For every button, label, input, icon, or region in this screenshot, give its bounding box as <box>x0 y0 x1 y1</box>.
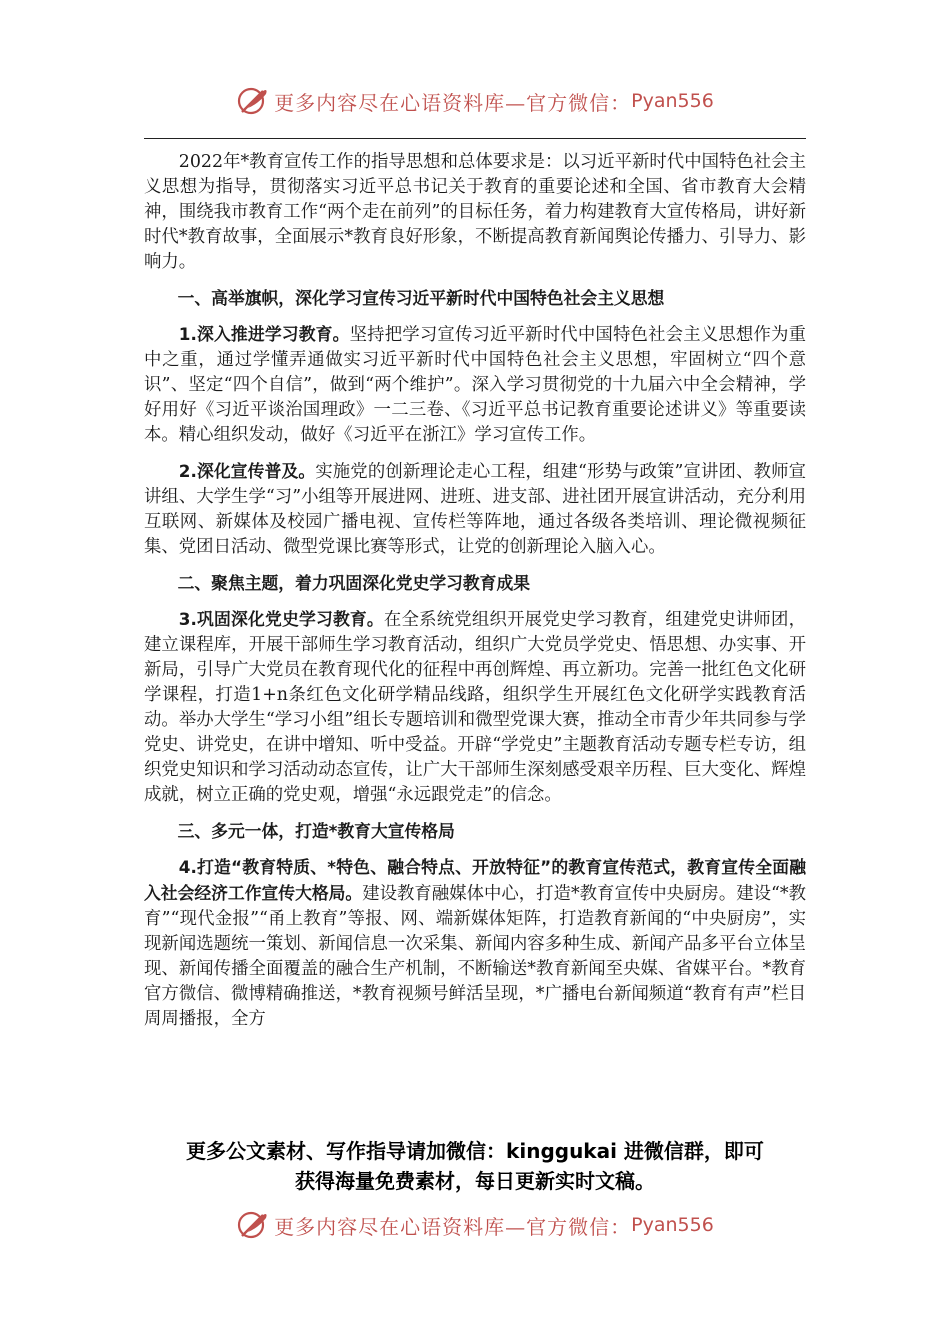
item-paragraph-4 <box>144 855 806 1032</box>
quill-logo-icon <box>236 84 270 118</box>
quill-logo-icon <box>236 1208 270 1242</box>
item-body-4: 建设教育融媒体中心，打造*教育宣传中央厨房。建设“*教育”“现代金报”“甬上教育”等报、网、端新媒体矩阵，打造教育新闻的“中央厨房”，实现新闻选题统一策划、新闻信息一次采集、新闻内容多种生成、新闻产品多平台立体呈现、新闻传播全面覆盖的融合生产机制，不断输送*教育新闻至央媒、省媒平台。*教育官方微信、微博精确推送，*教育视频号鲜活呈现，*广播电台新闻频道“教育有声”栏目周周播报，全方 <box>144 884 806 1029</box>
item-lead-1: 1.深入推进学习教育。 <box>178 324 350 344</box>
section-heading-1: 一、高举旗帜，深化学习宣传习近平新时代中国特色社会主义思想 <box>177 288 665 308</box>
footer-wechat-id: Pyan556 <box>631 1214 714 1236</box>
item-paragraph-1 <box>144 322 806 448</box>
item-lead-4: 4.打造“教育特质、*特色、融合特点、开放特征”的教育宣传范式，教育宣传全面融入社会经济工作宣传大格局。 <box>144 857 806 903</box>
item-paragraph-2 <box>144 459 806 560</box>
banner-wechat-id: Pyan556 <box>631 90 714 112</box>
section-heading-2: 二、聚焦主题，着力巩固深化党史学习教育成果 <box>177 573 531 593</box>
header-banner <box>0 84 950 118</box>
banner-brand-text: 更多内容尽在心语资料库—官方微信： <box>274 90 632 115</box>
promo-line-1: 更多公文素材、写作指导请加微信：kinggukai 进微信群，即可 <box>186 1139 764 1163</box>
item-body-3: 在全系统党组织开展党史学习教育，组建党史讲师团，建立课程库，开展干部师生学习教育活动，组织广大党员学党史、悟思想、办实事、开新局，引导广大党员在教育现代化的征程中再创辉煌、再立新功。完善一批红色文化研学课程，打造1+n条红色文化研学精品线路，组织学生开展红色文化研学实践教育活动。举办大学生“学习小组”组长专题培训和微型党课大赛，推动全市青少年共同参与学党史、讲党史，在讲中增知、听中受益。开辟“学党史”主题教育活动专题专栏专访，组织党史知识和学习活动动态宣传，让广大干部师生深刻感受艰辛历程、巨大变化、辉煌成就，树立正确的党史观，增强“永远跟党走”的信念。 <box>144 610 806 805</box>
document-body <box>144 150 806 1032</box>
header-divider <box>144 138 806 139</box>
item-body-1: 坚持把学习宣传习近平新时代中国特色社会主义思想作为重中之重，通过学懂弄通做实习近平新时代中国特色社会主义思想，牢固树立“四个意识”、坚定“四个自信”，做到“两个维护”。深入学习贯彻党的十九届六中全会精神，学好用好《习近平谈治国理政》一二三卷、《习近平总书记教育重要论述讲义》等重要读本。精心组织发动，做好《习近平在浙江》学习宣传工作。 <box>144 325 806 445</box>
item-lead-2: 2.深化宣传普及。 <box>178 461 316 481</box>
item-lead-3: 3.巩固深化党史学习教育。 <box>178 609 384 629</box>
footer-brand-text: 更多内容尽在心语资料库—官方微信： <box>274 1214 632 1239</box>
item-paragraph-3 <box>144 607 806 808</box>
item-body-2: 实施党的创新理论走心工程，组建“形势与政策”宣讲团、教师宣讲组、大学生学“习”小组等开展进网、进班、进支部、进社团开展宣讲活动，充分利用互联网、新媒体及校园广播电视、宣传栏等阵地，通过各级各类培训、理论微视频征集、党团日活动、微型党课比赛等形式，让党的创新理论入脑入心。 <box>144 462 806 557</box>
promo-notice <box>120 1136 830 1196</box>
footer-banner <box>0 1208 950 1242</box>
intro-paragraph: 2022年*教育宣传工作的指导思想和总体要求是：以习近平新时代中国特色社会主义思想为指导，贯彻落实习近平总书记关于教育的重要论述和全国、省市教育大会精神，围绕我市教育工作“两个走在前列”的目标任务，着力构建教育大宣传格局，讲好新时代*教育故事，全面展示*教育良好形象，不断提高教育新闻舆论传播力、引导力、影响力。 <box>144 152 806 272</box>
promo-line-2: 获得海量免费素材，每日更新实时文稿。 <box>295 1169 655 1193</box>
section-heading-3: 三、多元一体，打造*教育大宣传格局 <box>177 821 455 841</box>
